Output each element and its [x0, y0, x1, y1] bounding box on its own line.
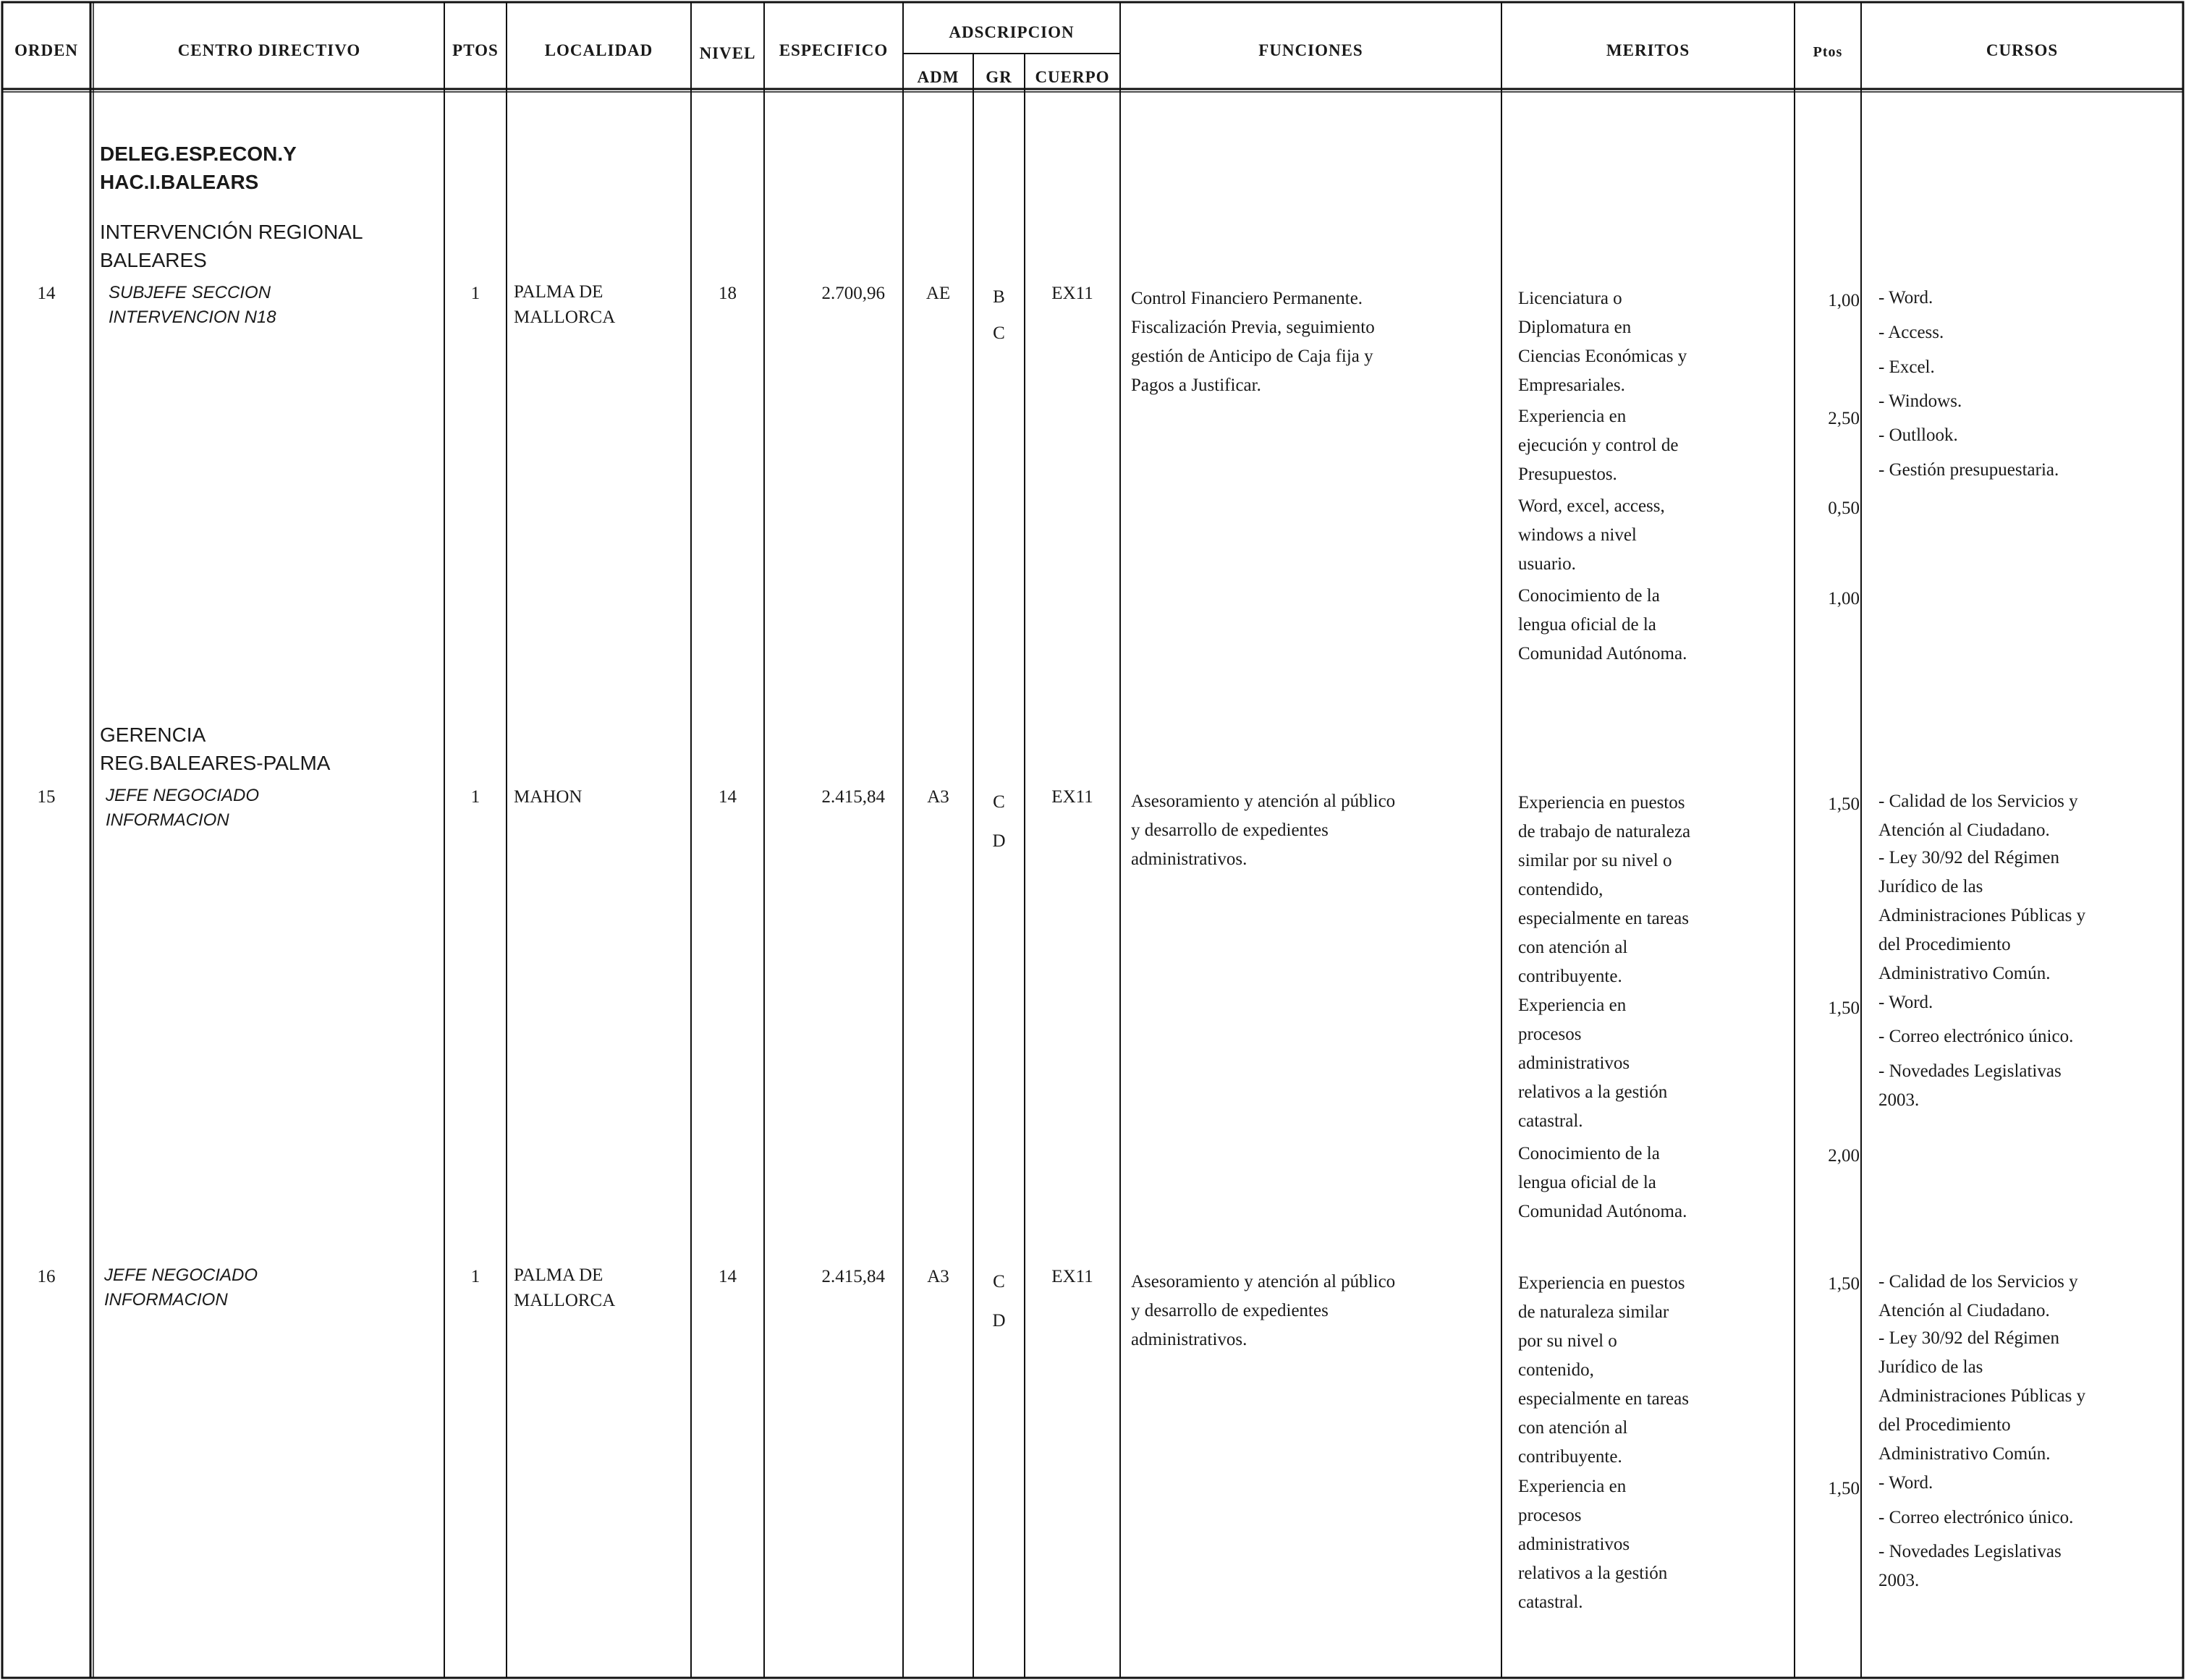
curso-item: - Gestión presupuestaria. [1878, 460, 2059, 480]
curso-item: - Excel. [1878, 357, 1935, 377]
row-ptos: 1 [470, 284, 480, 303]
row-gr: B C [993, 287, 1005, 343]
merito-text: Experiencia en puestos de trabajo de naturaleza similar por su nivel o contendido, especialmente en tareas con atención al contribuyente. [1518, 793, 1691, 986]
row-especifico: 2.415,84 [821, 787, 885, 807]
merito-text: Conocimiento de la lengua oficial de la Comunidad Autónoma. [1518, 586, 1687, 663]
row-orden: 16 [37, 1267, 56, 1286]
curso-item: - Correo electrónico único. [1878, 1027, 2074, 1046]
header-centro-directivo: CENTRO DIRECTIVO [177, 41, 361, 59]
row-puesto: SUBJEFE SECCION INTERVENCION N18 [109, 283, 276, 327]
curso-item: - Outllook. [1878, 425, 1958, 445]
row-adm: A3 [927, 1267, 949, 1286]
row-cuerpo: EX11 [1051, 787, 1093, 807]
row-orden: 14 [37, 284, 56, 303]
header-ptos-meritos: Ptos [1813, 44, 1843, 60]
merito-ptos: 1,50 [1828, 794, 1860, 814]
row-ptos: 1 [470, 787, 480, 807]
header-adscripcion: ADSCRIPCION [949, 23, 1075, 41]
header-gr: GR [986, 68, 1012, 86]
header-cursos: CURSOS [1986, 41, 2059, 59]
row-funciones: Asesoramiento y atención al público y desarrollo de expedientes administrativos. [1131, 1272, 1396, 1349]
curso-item: - Ley 30/92 del Régimen Jurídico de las Administraciones Públicas y del Procedimiento Administrativo Común. [1878, 848, 2086, 983]
merito-ptos: 2,00 [1828, 1146, 1860, 1166]
merito-text: Conocimiento de la lengua oficial de la Comunidad Autónoma. [1518, 1144, 1687, 1221]
header-adm: ADM [917, 68, 959, 86]
curso-item: - Calidad de los Servicios y Atención al Ciudadano. [1878, 1272, 2078, 1320]
row-nivel: 14 [719, 1267, 737, 1286]
row-localidad: MAHON [514, 787, 582, 807]
row-especifico: 2.700,96 [821, 284, 885, 303]
section-title-gerencia: GERENCIA REG.BALEARES-PALMA [100, 724, 331, 774]
merito-text: Experiencia en puestos de naturaleza similar por su nivel o contenido, especialmente en tareas con atención al contribuyente. [1518, 1273, 1689, 1467]
row-orden: 15 [37, 787, 56, 807]
row-nivel: 14 [719, 787, 737, 807]
merito-ptos: 1,50 [1828, 1274, 1860, 1294]
header-especifico: ESPECIFICO [779, 41, 889, 59]
row-funciones: Asesoramiento y atención al público y desarrollo de expedientes administrativos. [1131, 792, 1396, 869]
row-ptos: 1 [470, 1267, 480, 1286]
row-localidad: PALMA DE MALLORCA [514, 1265, 616, 1310]
header-localidad: LOCALIDAD [544, 41, 653, 59]
merito-text: Experiencia en procesos administrativos relativos a la gestión catastral. [1518, 996, 1668, 1131]
header-orden: ORDEN [14, 41, 79, 59]
curso-item: - Novedades Legislativas 2003. [1878, 1542, 2062, 1590]
curso-item: - Word. [1878, 288, 1933, 307]
row-cuerpo: EX11 [1051, 1267, 1093, 1286]
row-puesto: JEFE NEGOCIADO INFORMACION [104, 1265, 258, 1310]
row-gr: C D [992, 1272, 1006, 1331]
row-puesto: JEFE NEGOCIADO INFORMACION [106, 786, 260, 830]
merito-text: Word, excel, access, windows a nivel usuario. [1518, 496, 1665, 574]
merito-text: Experiencia en procesos administrativos relativos a la gestión catastral. [1518, 1477, 1668, 1612]
section-title-delegacion: DELEG.ESP.ECON.Y HAC.I.BALEARS [100, 143, 297, 193]
row-adm: AE [925, 284, 951, 303]
curso-item: - Ley 30/92 del Régimen Jurídico de las Administraciones Públicas y del Procedimiento Administrativo Común. [1878, 1328, 2086, 1464]
curso-item: - Calidad de los Servicios y Atención al Ciudadano. [1878, 792, 2078, 840]
row-adm: A3 [927, 787, 949, 807]
merito-ptos: 1,00 [1828, 291, 1860, 310]
merito-text: Licenciatura o Diplomatura en Ciencias Económicas y Empresariales. [1518, 289, 1687, 395]
row-cuerpo: EX11 [1051, 284, 1093, 303]
header-nivel: NIVEL [699, 44, 756, 62]
header-ptos: PTOS [452, 41, 499, 59]
row-funciones: Control Financiero Permanente. Fiscalización Previa, seguimiento gestión de Anticipo de Caja fija y Pagos a Justificar. [1131, 289, 1375, 395]
row-nivel: 18 [719, 284, 737, 303]
curso-item: - Word. [1878, 1473, 1933, 1493]
row-localidad: PALMA DE MALLORCA [514, 282, 616, 327]
row-especifico: 2.415,84 [821, 1267, 885, 1286]
merito-ptos: 1,50 [1828, 998, 1860, 1018]
curso-item: - Correo electrónico único. [1878, 1508, 2074, 1527]
header-cuerpo: CUERPO [1035, 68, 1110, 86]
curso-item: - Windows. [1878, 391, 1962, 411]
curso-item: - Word. [1878, 993, 1933, 1012]
section-title-intervencion: INTERVENCIÓN REGIONAL BALEARES [100, 221, 363, 271]
merito-text: Experiencia en ejecución y control de Presupuestos. [1518, 407, 1679, 484]
row-gr: C D [992, 792, 1006, 851]
merito-ptos: 1,50 [1828, 1479, 1860, 1498]
header-meritos: MERITOS [1606, 41, 1690, 59]
curso-item: - Novedades Legislativas 2003. [1878, 1061, 2062, 1110]
curso-item: - Access. [1878, 323, 1944, 342]
merito-ptos: 0,50 [1828, 499, 1860, 518]
merito-ptos: 1,00 [1828, 589, 1860, 608]
merito-ptos: 2,50 [1828, 409, 1860, 428]
header-funciones: FUNCIONES [1258, 41, 1363, 59]
